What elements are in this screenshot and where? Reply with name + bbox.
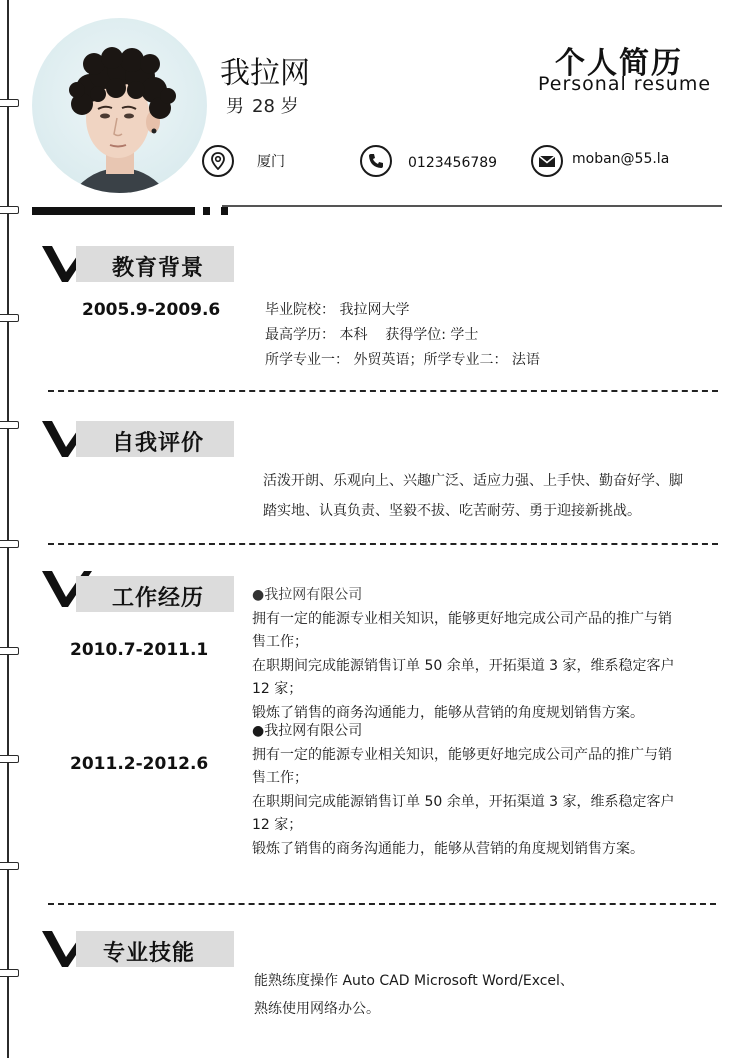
phone-icon [360,145,392,177]
binder-ring [0,862,19,870]
mail-icon [531,145,563,177]
header-rule-mark [221,207,228,215]
binder-ring [0,755,19,763]
portrait-photo [32,18,207,193]
education-details [265,298,540,373]
binder-rail [7,0,9,1058]
section-title-work: 工作经历 [112,586,205,611]
work-period: 2011.2-2012.6 [70,754,209,774]
work-line: 在职期间完成能源销售订单 50 余单，开拓渠道 3 家，维系稳定客户 [252,793,675,810]
section-title-skills: 专业技能 [103,941,196,966]
work-line: 拥有一定的能源专业相关知识，能够更好地完成公司产品的推广与销 [252,610,672,627]
binder-ring [0,647,19,655]
resume-subtitle: Personal resume [538,73,712,95]
header-rule-line [222,205,722,207]
work-period: 2010.7-2011.1 [70,640,209,660]
self-evaluation-line: 活泼开朗、乐观向上、兴趣广泛、适应力强、上手快、勤奋好学、脚 [263,473,683,489]
section-divider [48,543,718,545]
header-rule [32,207,195,215]
binder-ring [0,421,19,429]
location-pin-icon [202,145,234,177]
education-period: 2005.9-2009.6 [82,300,221,320]
header-rule-mark [203,207,210,215]
skills-line: 能熟练度操作 Auto CAD Microsoft Word/Excel、 [254,973,574,989]
education-line: 毕业院校： 我拉网大学 [265,302,410,318]
work-line: 12 家； [252,817,303,833]
gender: 男 [226,96,244,117]
work-line: 售工作； [252,634,308,650]
work-line: 在职期间完成能源销售订单 50 余单，开拓渠道 3 家，维系稳定客户 [252,657,675,674]
section-divider [48,390,718,392]
education-line: 所学专业一： 外贸英语；所学专业二： 法语 [265,352,540,368]
person-name: 我拉网 [220,56,310,91]
skills-line: 熟练使用网络办公。 [254,1001,380,1017]
self-evaluation-text [263,466,683,526]
section-title-self-evaluation: 自我评价 [112,431,205,456]
binder-ring [0,540,19,548]
work-line: 售工作； [252,770,308,786]
work-entry [252,584,675,725]
phone-text: 0123456789 [408,155,498,171]
location-text: 厦门 [257,154,285,170]
work-company: ●我拉网有限公司 [252,723,363,739]
email-text: moban@55.la [572,151,670,167]
binder-ring [0,314,19,322]
work-entry [252,720,675,861]
skills-text [254,967,574,1023]
work-line: 锻炼了销售的商务沟通能力，能够从营销的角度规划销售方案。 [252,840,644,857]
education-line: 最高学历： 本科 获得学位: 学士 [265,327,479,343]
age: 28 岁 [252,96,299,117]
avatar [32,18,207,193]
section-divider [48,903,716,905]
section-title-education: 教育背景 [112,256,205,281]
gender-age [226,92,307,118]
work-company: ●我拉网有限公司 [252,587,363,603]
resume-title: 个人简历 [555,46,683,81]
binder-ring [0,99,19,107]
binder-ring [0,969,19,977]
work-line: 锻炼了销售的商务沟通能力，能够从营销的角度规划销售方案。 [252,704,644,721]
self-evaluation-line: 踏实地、认真负责、坚毅不拔、吃苦耐劳、勇于迎接新挑战。 [263,503,641,519]
work-line: 12 家； [252,681,303,697]
work-line: 拥有一定的能源专业相关知识，能够更好地完成公司产品的推广与销 [252,746,672,763]
binder-ring [0,206,19,214]
